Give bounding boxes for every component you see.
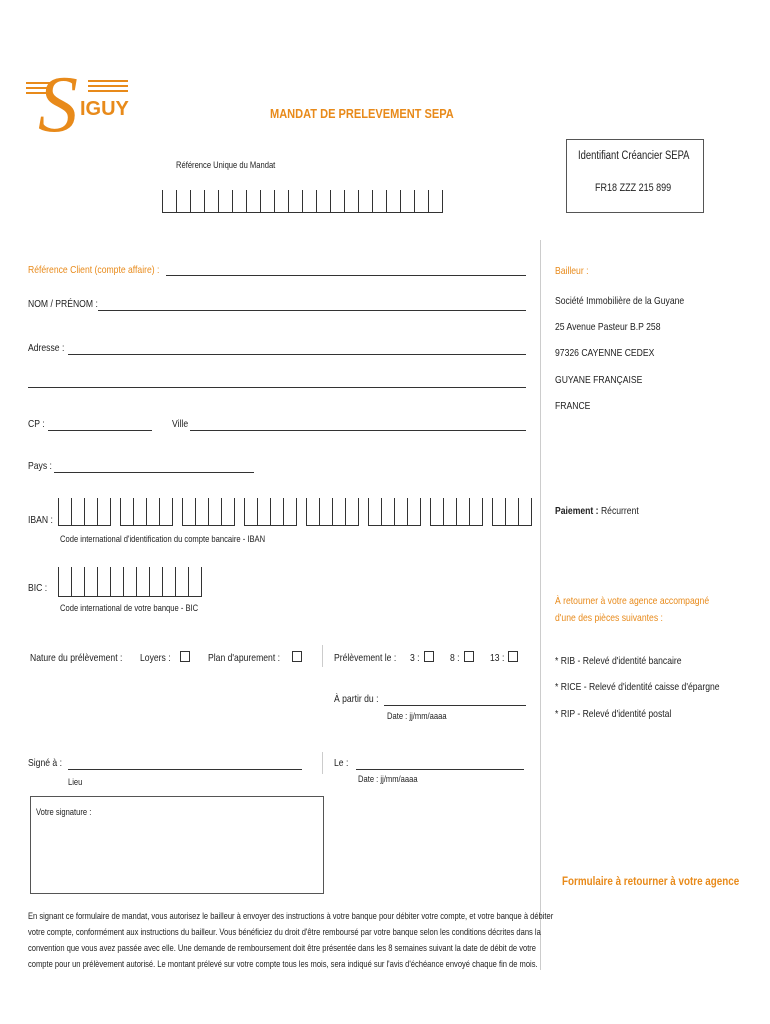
prelevement-label: Prélèvement le : <box>334 652 397 664</box>
a-partir-field[interactable] <box>384 705 526 706</box>
paiement-value: Récurrent <box>600 505 639 517</box>
reference-unique-field[interactable] <box>162 190 443 213</box>
date-format-1: Date : jj/mm/aaaa <box>387 711 447 722</box>
bic-caption: Code international de votre banque - BIC <box>60 603 199 614</box>
retour-item: * RICE - Relevé d'identité caisse d'épargne <box>555 681 720 693</box>
nature-divider <box>322 645 323 667</box>
paiement-label: Paiement : <box>555 505 599 517</box>
adresse-label: Adresse : <box>28 342 65 354</box>
nom-field[interactable] <box>98 310 526 311</box>
plan-label: Plan d'apurement : <box>208 652 281 664</box>
day-3-label: 3 : <box>410 652 420 664</box>
bic-field[interactable] <box>58 567 202 597</box>
iban-group-4[interactable] <box>244 498 297 526</box>
day-8-label: 8 : <box>450 652 460 664</box>
pays-field[interactable] <box>54 472 254 473</box>
le-label: Le : <box>334 757 349 769</box>
nom-label: NOM / PRÉNOM : <box>28 298 98 310</box>
iban-group-6[interactable] <box>368 498 421 526</box>
signe-label: Signé à : <box>28 757 62 769</box>
iban-group-8[interactable] <box>492 498 532 526</box>
paiement-field <box>555 505 639 517</box>
iban-caption: Code international d'identification du compte bancaire - IBAN <box>60 534 266 545</box>
a-partir-label: À partir du : <box>334 693 379 705</box>
day-8-checkbox[interactable] <box>464 651 474 662</box>
logo-text: IGUY <box>80 98 129 120</box>
day-3-checkbox[interactable] <box>424 651 434 662</box>
bailleur-label: Bailleur : <box>555 265 589 277</box>
bailleur-line: 97326 CAYENNE CEDEX <box>555 347 655 359</box>
iban-group-7[interactable] <box>430 498 483 526</box>
day-13-label: 13 : <box>490 652 505 664</box>
bic-label: BIC : <box>28 582 48 594</box>
retour-line1: À retourner à votre agence accompagné <box>555 595 710 607</box>
iban-group-2[interactable] <box>120 498 173 526</box>
pays-label: Pays : <box>28 460 52 472</box>
formulaire-retour: Formulaire à retourner à votre agence <box>562 874 740 888</box>
iban-label: IBAN : <box>28 514 53 526</box>
ref-client-field[interactable] <box>166 275 526 276</box>
ville-label: Ville <box>172 418 189 430</box>
bailleur-line: FRANCE <box>555 400 591 412</box>
le-field[interactable] <box>356 769 524 770</box>
signe-divider <box>322 752 323 774</box>
cp-label: CP : <box>28 418 45 430</box>
iban-group-1[interactable] <box>58 498 111 526</box>
iban-group-5[interactable] <box>306 498 359 526</box>
creancier-value: FR18 ZZZ 215 899 <box>595 182 672 194</box>
reference-unique-label: Référence Unique du Mandat <box>176 160 276 171</box>
signe-field[interactable] <box>68 769 302 770</box>
retour-line2: d'une des pièces suivantes : <box>555 612 663 624</box>
legal-line: votre compte, conformément aux instructions du bailleur. Vous bénéficiez du droit d'être remboursé par votre banque selon les conditions décrites dans la <box>28 927 541 938</box>
loyers-checkbox[interactable] <box>180 651 190 662</box>
legal-line: compte pour un prélèvement autorisé. Le montant prélevé sur votre compte tous les mois, sera indiqué sur l'avis d'échéance envoyé chaque fin de mois. <box>28 959 538 970</box>
nature-label: Nature du prélèvement : <box>30 652 123 664</box>
cp-field[interactable] <box>48 430 152 431</box>
plan-checkbox[interactable] <box>292 651 302 662</box>
logo-initial: S <box>38 61 78 145</box>
bailleur-line: Société Immobilière de la Guyane <box>555 295 685 307</box>
legal-line: En signant ce formulaire de mandat, vous autorisez le bailleur à envoyer des instructions à votre banque pour débiter votre compte, et votre banque à débiter <box>28 911 554 922</box>
signature-label: Votre signature : <box>36 807 92 818</box>
date-format-2: Date : jj/mm/aaaa <box>358 774 418 785</box>
column-divider <box>540 240 541 970</box>
siguy-logo <box>22 55 132 145</box>
adresse-field-2[interactable] <box>28 387 526 388</box>
bailleur-line: GUYANE FRANÇAISE <box>555 374 643 386</box>
page-title: MANDAT DE PRELEVEMENT SEPA <box>270 106 454 121</box>
day-13-checkbox[interactable] <box>508 651 518 662</box>
legal-text <box>28 909 553 973</box>
iban-group-3[interactable] <box>182 498 235 526</box>
loyers-label: Loyers : <box>140 652 171 664</box>
adresse-field[interactable] <box>68 354 526 355</box>
legal-line: convention que vous avez passée avec elle. Une demande de remboursement doit être présentée dans les 8 semaines suivant la date de débit de votre <box>28 943 537 954</box>
bailleur-line: 25 Avenue Pasteur B.P 258 <box>555 321 661 333</box>
retour-item: * RIB - Relevé d'identité bancaire <box>555 655 682 667</box>
retour-item: * RIP - Relevé d'identité postal <box>555 708 672 720</box>
creancier-label: Identifiant Créancier SEPA <box>578 150 690 162</box>
lieu-caption: Lieu <box>68 777 83 788</box>
ville-field[interactable] <box>190 430 526 431</box>
ref-client-label: Référence Client (compte affaire) : <box>28 264 160 276</box>
